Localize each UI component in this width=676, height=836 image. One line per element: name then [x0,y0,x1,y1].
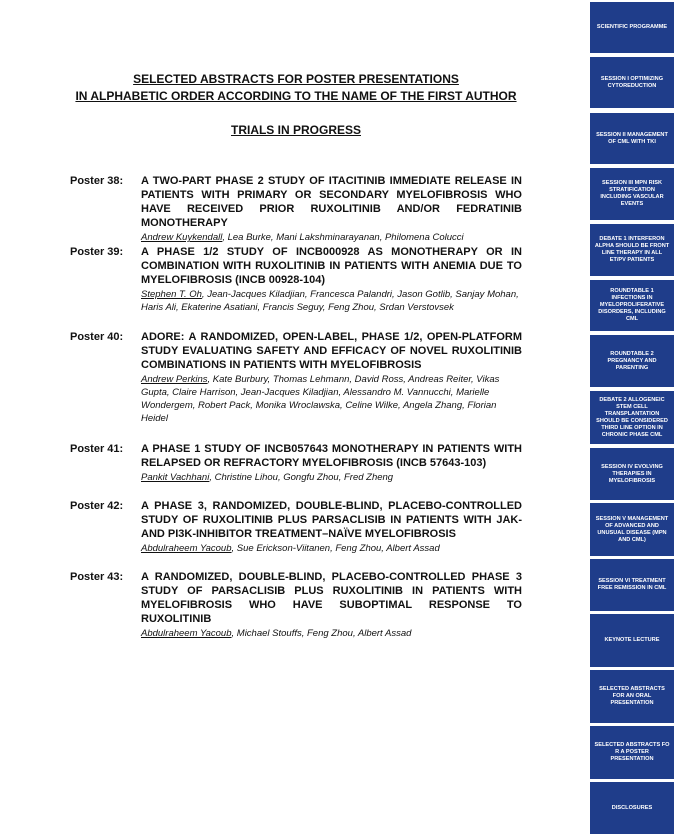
poster-number: Poster 41: [70,443,124,455]
poster-number: Poster 38: [70,175,124,187]
poster-authors [141,627,522,640]
poster-title: A PHASE 1/2 STUDY OF INCB000928 AS MONOTHERAPY OR IN COMBINATION WITH RUXOLITINIB IN PATIENTS WITH ANEMIA DUE TO MYELOFIBROSIS (INCB 00928-104) [141,246,522,286]
nav-session-4[interactable]: SESSION IV EVOLVING THERAPIES IN MYELOFIBROSIS [590,448,674,500]
nav-session-6[interactable]: SESSION VI TREATMENT FREE REMISSION IN CML [590,559,674,611]
nav-debate-2[interactable]: DEBATE 2 ALLOGENEIC STEM CELL TRANSPLANTATION SHOULD BE CONSIDERED THIRD LINE OPTION IN CHRONIC PHASE CML [590,391,674,444]
nav-poster-abstracts[interactable]: SELECTED ABSTRACTS FO R A POSTER PRESENTATION [590,726,674,779]
co-authors: , Lea Burke, Mani Lakshminarayanan, Philomena Colucci [222,232,464,243]
poster-title: A PHASE 3, RANDOMIZED, DOUBLE-BLIND, PLACEBO-CONTROLLED STUDY OF RUXOLITINIB PLUS PARSACLISIB IN PATIENTS WITH JAK- AND PI3K-INHIBITOR TREATMENT–NAÏVE MYELOFIBROSIS [141,500,522,540]
nav-roundtable-1[interactable]: ROUNDTABLE 1 INFECTIONS IN MYELOPROLIFERATIVE DISORDERS, INCLUDING CML [590,280,674,331]
poster-authors [141,231,522,244]
first-author: Stephen T. Oh [141,289,202,300]
co-authors: , Sue Erickson-Viitanen, Feng Zhou, Albert Assad [231,543,440,554]
poster-title: A PHASE 1 STUDY OF INCB057643 MONOTHERAPY IN PATIENTS WITH RELAPSED OR REFRACTORY MYELOFIBROSIS (INCB 57643-103) [141,443,522,469]
poster-title: ADORE: A RANDOMIZED, OPEN-LABEL, PHASE 1/2, OPEN-PLATFORM STUDY EVALUATING SAFETY AND EFFICACY OF NOVEL RUXOLITINIB COMBINATIONS IN PATIENTS WITH MYELOFIBROSIS [141,331,522,371]
nav-disclosures[interactable]: DISCLOSURES [590,782,674,834]
nav-scientific-programme[interactable]: SCIENTIFIC PROGRAMME [590,2,674,53]
co-authors: , Michael Stouffs, Feng Zhou, Albert Assad [231,628,412,639]
poster-title: A TWO-PART PHASE 2 STUDY OF ITACITINIB IMMEDIATE RELEASE IN PATIENTS WITH PRIMARY OR SECONDARY MYELOFIBROSIS WHO HAVE RECEIVED PRIOR RUXOLITINIB AND/OR FEDRATINIB MONOTHERAPY [141,175,522,229]
poster-authors [141,471,522,484]
co-authors: , Christine Lihou, Gongfu Zhou, Fred Zheng [209,472,394,483]
section-heading: TRIALS IN PROGRESS [230,123,361,137]
poster-number: Poster 42: [70,500,124,512]
first-author: Andrew Kuykendall [141,232,223,243]
poster-title: A RANDOMIZED, DOUBLE-BLIND, PLACEBO-CONTROLLED PHASE 3 STUDY OF PARSACLISIB PLUS RUXOLITINIB IN PATIENTS WITH MYELOFIBROSIS WHO HAVE SUBOPTIMAL RESPONSE TO RUXOLITINIB [141,571,522,625]
nav-session-1[interactable]: SESSION I OPTIMIZING CYTOREDUCTION [590,57,674,108]
nav-session-3[interactable]: SESSION III MPN RISK STRATIFICATION INCLUDING VASCULAR EVENTS [590,168,674,220]
first-author: Abdulraheem Yacoub [141,543,232,554]
poster-authors [141,373,522,425]
sidebar-nav [588,0,676,836]
first-author: Abdulraheem Yacoub [141,628,232,639]
first-author: Andrew Perkins [141,374,208,385]
nav-oral-abstracts[interactable]: SELECTED ABSTRACTS FOR AN ORAL PRESENTATION [590,670,674,723]
nav-session-5[interactable]: SESSION V MANAGEMENT OF ADVANCED AND UNUSUAL DISEASE (MPN AND CML) [590,503,674,556]
first-author: Pankit Vachhani [141,472,210,483]
nav-session-2[interactable]: SESSION II MANAGEMENT OF CML WITH TKI [590,113,674,164]
poster-number: Poster 40: [70,331,124,343]
poster-authors [141,288,522,314]
nav-keynote-lecture[interactable]: KEYNOTE LECTURE [590,614,674,667]
co-authors: , Jean-Jacques Kiladjian, Francesca Palandri, Jason Gotlib, Sanjay Mohan, Haris Ali, Ekaterine Asatiani, Francis Seguy, Feng Zhou, Srdan Verstovsek [141,289,519,313]
page-heading-line2: IN ALPHABETIC ORDER ACCORDING TO THE NAME OF THE FIRST AUTHOR [75,89,517,103]
poster-authors [141,542,522,555]
page-heading-line1: SELECTED ABSTRACTS FOR POSTER PRESENTATIONS [133,72,459,86]
poster-number: Poster 43: [70,571,124,583]
poster-number: Poster 39: [70,246,124,258]
nav-debate-1[interactable]: DEBATE 1 INTERFERON ALPHA SHOULD BE FRONT LINE THERAPY IN ALL ET/PV PATIENTS [590,224,674,276]
co-authors: , Kate Burbury, Thomas Lehmann, David Ross, Andreas Reiter, Vikas Gupta, Claire Harrison, Jean-Jacques Kiladjian, Alessandro M. Vannucchi, Marielle Wondergem, Robert Pack, Monika Wroclawska, Celine Wilke, Angela Zhang, Florian Heidel [141,374,500,424]
nav-roundtable-2[interactable]: ROUNDTABLE 2 PREGNANCY AND PARENTING [590,335,674,387]
